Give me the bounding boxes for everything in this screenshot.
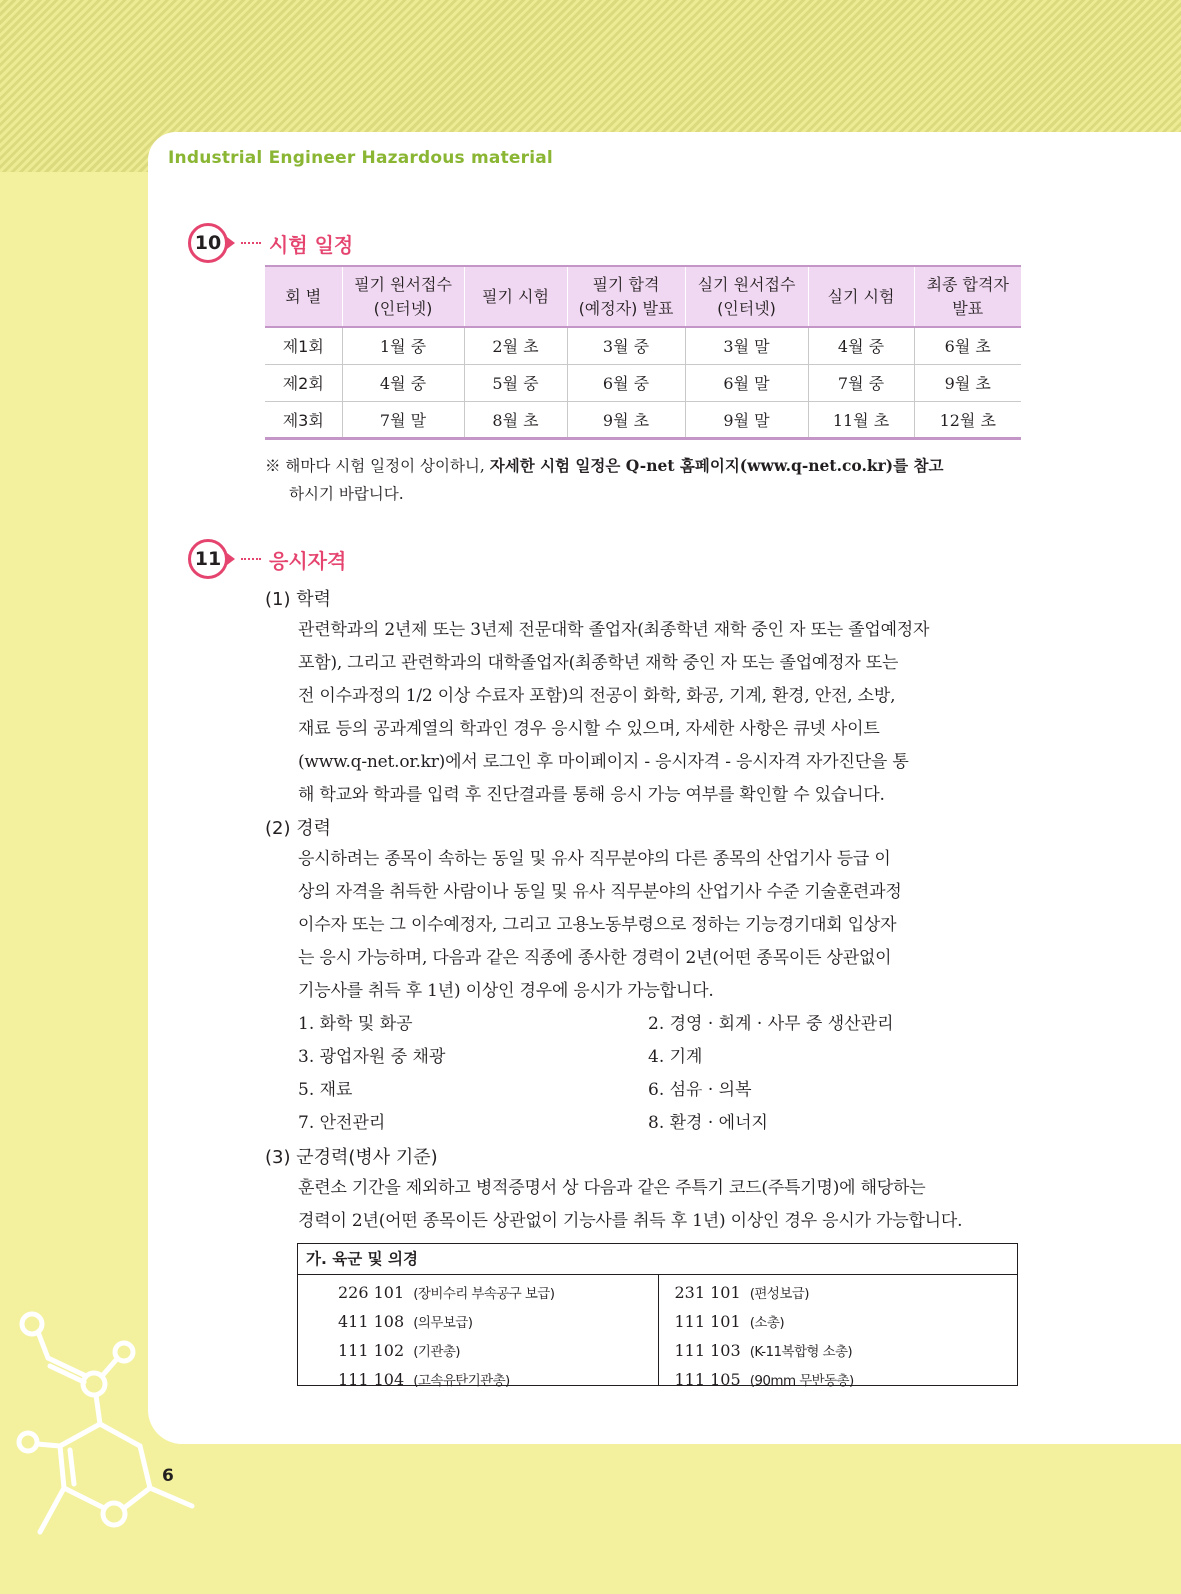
code-name: (의무보급) [413, 1315, 473, 1331]
career-heading: (2) 경력 [265, 818, 331, 839]
section-title: 시험 일정 [269, 232, 354, 257]
code-row [675, 1337, 1018, 1366]
code-name: (K-11복합형 소총) [749, 1344, 853, 1360]
list-item: 4. 기계 [648, 1047, 703, 1067]
table-cell: 제2회 [265, 364, 342, 401]
code-row [675, 1366, 1018, 1395]
paragraph-line: 관련학과의 2년제 또는 3년제 전문대학 졸업자(최종학년 재학 중인 자 또는 졸업예정자 [298, 620, 930, 640]
code-name: (소총) [749, 1315, 784, 1331]
arrow-icon [227, 237, 235, 249]
table-cell: 6월 초 [914, 327, 1021, 364]
table-cell: 8월 초 [464, 401, 567, 438]
table-header-cell: 최종 합격자 발표 [914, 266, 1021, 327]
section-number-badge: 10 [188, 223, 228, 263]
table-cell: 3월 중 [567, 327, 685, 364]
code-number: 231 101 [674, 1283, 741, 1302]
code-number: 226 101 [338, 1283, 405, 1302]
table-header-row [265, 266, 1021, 327]
code-number: 411 108 [338, 1312, 405, 1331]
military-heading: (3) 군경력(병사 기준) [265, 1147, 438, 1168]
table-header-cell: 실기 시험 [808, 266, 914, 327]
code-name: (장비수리 부속공구 보급) [413, 1286, 555, 1302]
list-item: 8. 환경 · 에너지 [648, 1113, 768, 1133]
table-cell: 7월 말 [342, 401, 464, 438]
code-column-left [298, 1275, 658, 1389]
code-name: (고속유탄기관총) [413, 1373, 510, 1389]
paragraph-line: 이수자 또는 그 이수예정자, 그리고 고용노동부령으로 정하는 기능경기대회 입상자 [298, 915, 897, 935]
note-bold-text: 자세한 시험 일정은 Q-net 홈페이지(www.q-net.co.kr)를 참고 [489, 456, 944, 475]
table-cell: 12월 초 [914, 401, 1021, 438]
table-cell: 9월 말 [685, 401, 808, 438]
note-suffix: 하시기 바랍니다. [289, 485, 404, 503]
list-item: 3. 광업자원 중 채광 [298, 1047, 446, 1067]
table-row [265, 327, 1021, 364]
running-header: Industrial Engineer Hazardous material [168, 148, 553, 168]
dotted-leader [241, 242, 261, 244]
section-11-heading [188, 539, 346, 579]
table-cell: 4월 중 [808, 327, 914, 364]
list-item: 5. 재료 [298, 1080, 353, 1100]
note-prefix: ※ 해마다 시험 일정이 상이하니, [265, 457, 490, 475]
exam-schedule-table [265, 265, 1021, 440]
code-name: (기관총) [413, 1344, 460, 1360]
paragraph-line: 해 학교와 학과를 입력 후 진단결과를 통해 응시 가능 여부를 확인할 수 있습니다. [298, 785, 885, 805]
table-header-cell: 회 별 [265, 266, 342, 327]
table-header-cell: 필기 합격 (예정자) 발표 [567, 266, 685, 327]
section-number-badge: 11 [188, 539, 228, 579]
table-header-cell: 필기 시험 [464, 266, 567, 327]
paragraph-line: 포함), 그리고 관련학과의 대학졸업자(최종학년 재학 중인 자 또는 졸업예정자 또는 [298, 653, 899, 673]
paragraph-line: 기능사를 취득 후 1년) 이상인 경우에 응시가 가능합니다. [298, 981, 714, 1001]
code-box-body [298, 1275, 1017, 1389]
code-row [338, 1279, 658, 1308]
code-number: 111 105 [674, 1370, 741, 1389]
molecule-decoration-icon [0, 1300, 200, 1594]
paragraph-line: 응시하려는 종목이 속하는 동일 및 유사 직무분야의 다른 종목의 산업기사 등급 이 [298, 849, 891, 869]
table-cell: 1월 중 [342, 327, 464, 364]
table-row [265, 364, 1021, 401]
table-cell: 제1회 [265, 327, 342, 364]
paragraph-line: 경력이 2년(어떤 종목이든 상관없이 기능사를 취득 후 1년) 이상인 경우 응시가 가능합니다. [298, 1211, 963, 1231]
code-row [338, 1308, 658, 1337]
table-cell: 6월 중 [567, 364, 685, 401]
education-paragraph [298, 614, 1022, 812]
paragraph-line: 전 이수과정의 1/2 이상 수료자 포함)의 전공이 화학, 화공, 기계, 환경, 안전, 소방, [298, 686, 896, 706]
arrow-icon [227, 553, 235, 565]
career-paragraph [298, 843, 1022, 1008]
job-list [298, 1008, 998, 1140]
table-header-cell: 필기 원서접수 (인터넷) [342, 266, 464, 327]
section-title: 응시자격 [269, 548, 347, 573]
table-cell: 제3회 [265, 401, 342, 438]
table-cell: 5월 중 [464, 364, 567, 401]
table-cell: 11월 초 [808, 401, 914, 438]
code-column-right [658, 1275, 1018, 1389]
code-name: (90mm 무반동총) [749, 1373, 854, 1389]
table-cell: 9월 초 [567, 401, 685, 438]
code-row [338, 1337, 658, 1366]
code-row [675, 1279, 1018, 1308]
table-cell: 9월 초 [914, 364, 1021, 401]
paragraph-line: 훈련소 기간을 제외하고 병적증명서 상 다음과 같은 주특기 코드(주특기명)에 해당하는 [298, 1178, 926, 1198]
dotted-leader [241, 558, 261, 560]
code-row [675, 1308, 1018, 1337]
paragraph-line: 재료 등의 공과계열의 학과인 경우 응시할 수 있으며, 자세한 사항은 큐넷 사이트 [298, 719, 880, 739]
code-number: 111 101 [674, 1312, 741, 1331]
schedule-note [265, 452, 1025, 508]
table-row [265, 401, 1021, 438]
code-row [338, 1366, 658, 1395]
paragraph-line: 상의 자격을 취득한 사람이나 동일 및 유사 직무분야의 산업기사 수준 기술훈련과정 [298, 882, 902, 902]
table-cell: 4월 중 [342, 364, 464, 401]
list-item: 2. 경영 · 회계 · 사무 중 생산관리 [648, 1014, 894, 1034]
code-box-title: 가. 육군 및 의경 [298, 1244, 1017, 1275]
section-10-heading [188, 223, 353, 263]
military-paragraph [298, 1172, 1022, 1238]
code-number: 111 103 [674, 1341, 741, 1360]
list-item: 6. 섬유 · 의복 [648, 1080, 752, 1100]
list-item: 7. 안전관리 [298, 1113, 386, 1133]
code-name: (편성보급) [749, 1286, 809, 1302]
table-cell: 7월 중 [808, 364, 914, 401]
table-cell: 2월 초 [464, 327, 567, 364]
paragraph-line: (www.q-net.or.kr)에서 로그인 후 마이페이지 - 응시자격 - 응시자격 자가진단을 통 [298, 752, 909, 772]
paragraph-line: 는 응시 가능하며, 다음과 같은 직종에 종사한 경력이 2년(어떤 종목이든 상관없이 [298, 948, 892, 968]
code-number: 111 102 [338, 1341, 405, 1360]
code-number: 111 104 [338, 1370, 405, 1389]
table-cell: 6월 말 [685, 364, 808, 401]
list-item: 1. 화학 및 화공 [298, 1014, 413, 1034]
page-number: 6 [162, 1466, 174, 1486]
table-cell: 3월 말 [685, 327, 808, 364]
military-code-box [297, 1243, 1018, 1389]
education-heading: (1) 학력 [265, 589, 331, 610]
table-header-cell: 실기 원서접수 (인터넷) [685, 266, 808, 327]
